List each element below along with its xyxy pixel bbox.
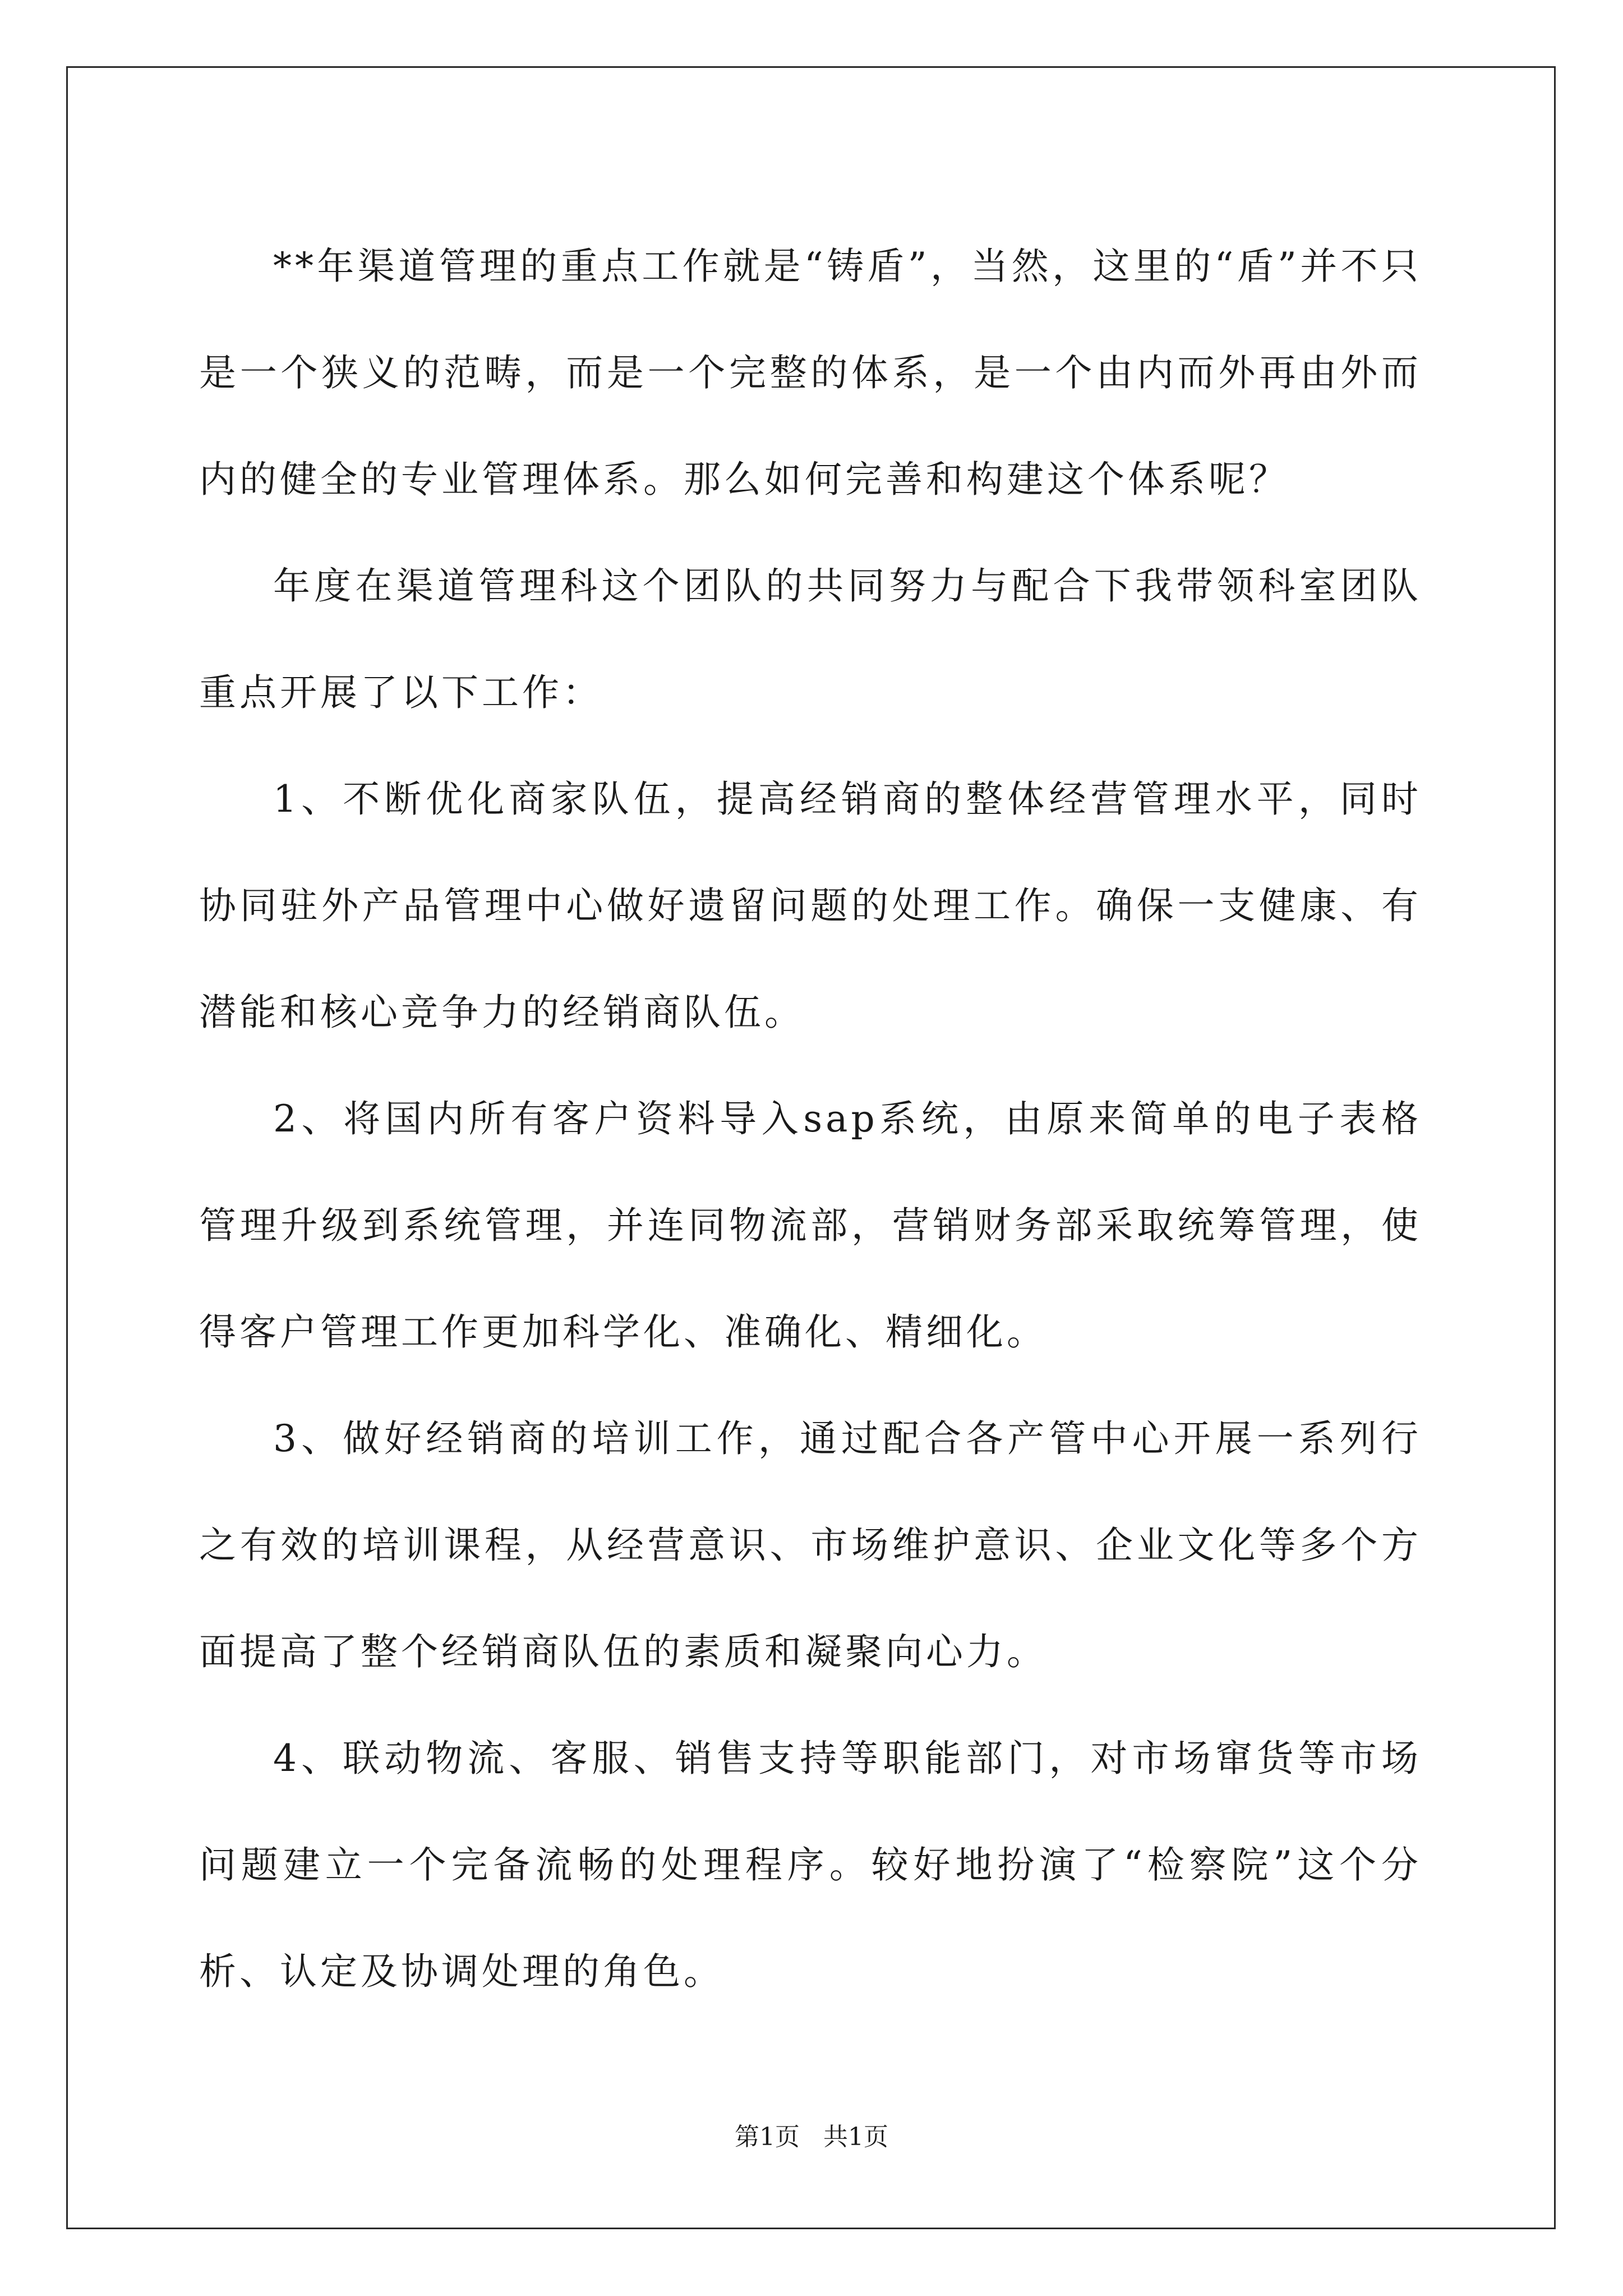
paragraph-item-3: 3、做好经销商的培训工作，通过配合各产管中心开展一系列行之有效的培训课程，从经营意识、市场维护意识、企业文化等多个方面提高了整个经销商队伍的素质和凝聚向心力。 bbox=[199, 1417, 1422, 1673]
page-number-footer: 第1页 共1页 bbox=[735, 2123, 888, 2151]
paragraph-item-4: 4、联动物流、客服、销售支持等职能部门，对市场窜货等市场问题建立一个完备流畅的处理程序。较好地扮演了“检察院”这个分析、认定及协调处理的角色。 bbox=[199, 1737, 1422, 1993]
paragraph-item-1: 1、不断优化商家队伍，提高经销商的整体经营管理水平，同时协同驻外产品管理中心做好遗留问题的处理工作。确保一支健康、有潜能和核心竞争力的经销商队伍。 bbox=[199, 777, 1422, 1034]
paragraph-intro: **年渠道管理的重点工作就是“铸盾”，当然，这里的“盾”并不只是一个狭义的范畴，而是一个完整的体系，是一个由内而外再由外而内的健全的专业管理体系。那么如何完善和构建这个体系呢？ bbox=[199, 245, 1422, 501]
document-body bbox=[199, 213, 1422, 2025]
paragraph-year-summary: 年度在渠道管理科这个团队的共同努力与配合下我带领科室团队重点开展了以下工作： bbox=[199, 564, 1422, 714]
paragraph-item-2: 2、将国内所有客户资料导入sap系统，由原来简单的电子表格管理升级到系统管理，并连同物流部，营销财务部采取统筹管理，使得客户管理工作更加科学化、准确化、精细化。 bbox=[199, 1097, 1422, 1354]
